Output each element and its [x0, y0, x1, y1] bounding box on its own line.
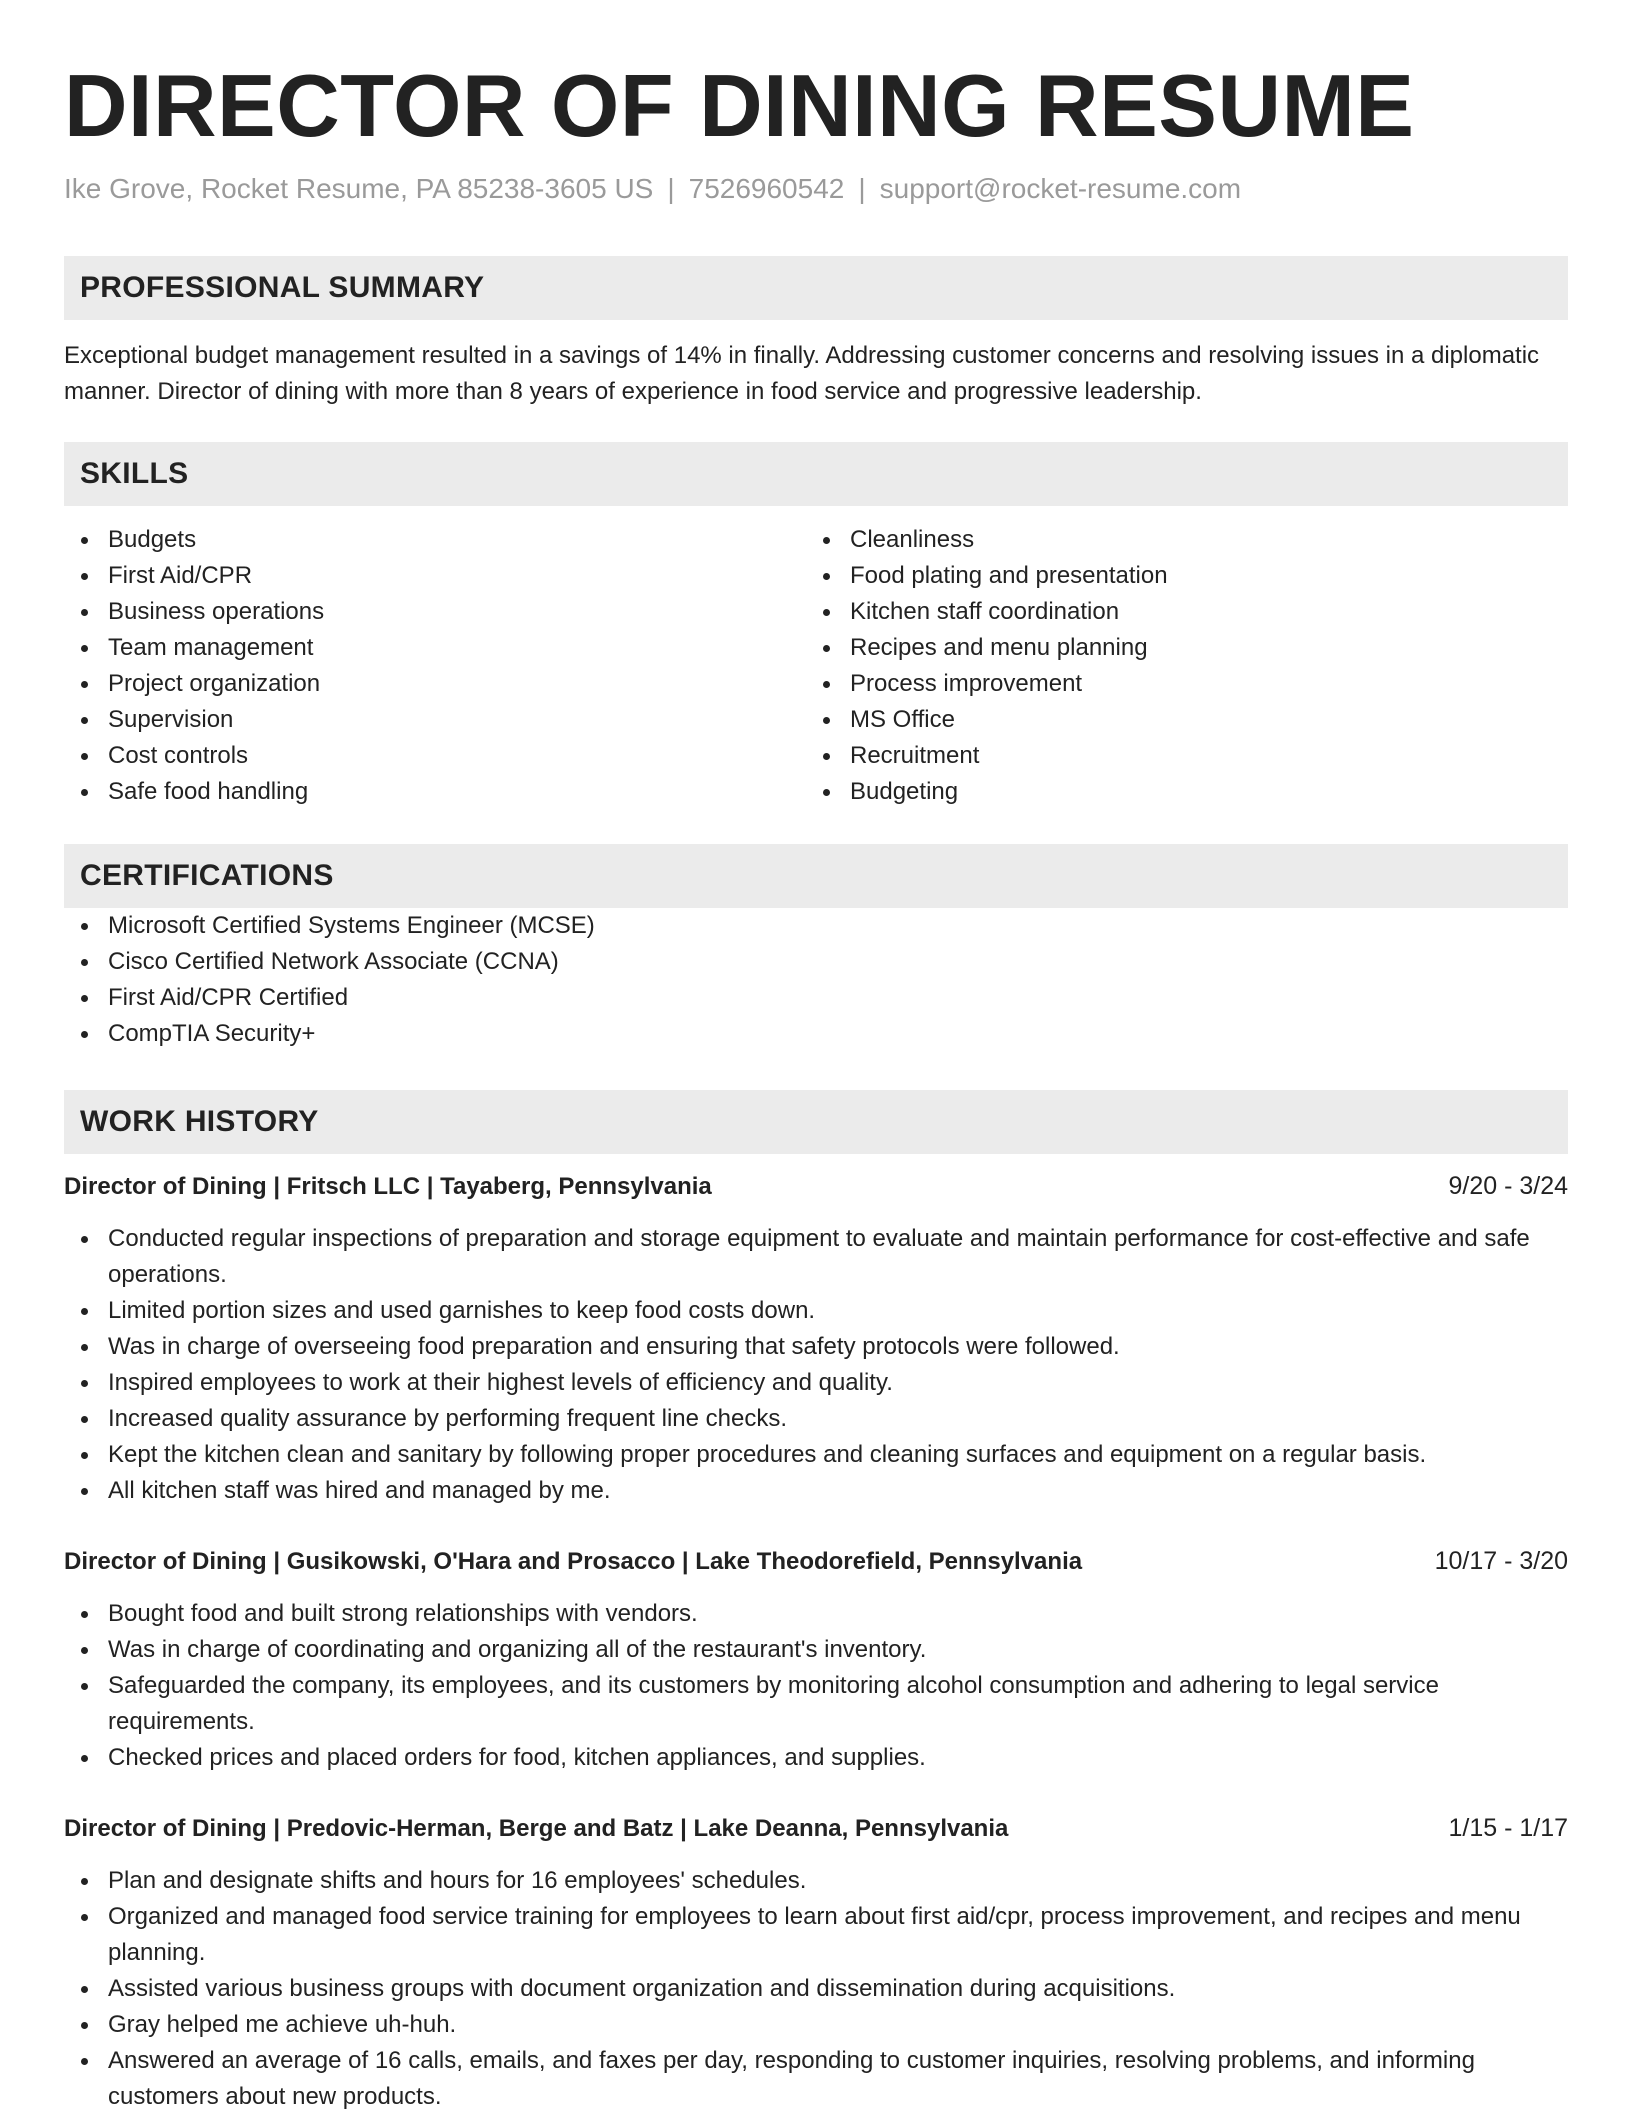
section-heading-skills: SKILLS [64, 442, 1568, 506]
certification-item: Microsoft Certified Systems Engineer (MCSE) [64, 908, 1568, 944]
job-entry [64, 1168, 1568, 1509]
skill-item: Recruitment [806, 738, 1548, 774]
skill-item: Business operations [64, 594, 806, 630]
contact-line [64, 172, 1568, 206]
job-bullet: Assisted various business groups with document organization and dissemination during acquisitions. [64, 1971, 1568, 2007]
certification-item: First Aid/CPR Certified [64, 980, 1568, 1016]
job-entry [64, 1810, 1568, 2112]
job-header [64, 1168, 1568, 1205]
skill-item: Food plating and presentation [806, 558, 1548, 594]
skill-item: Recipes and menu planning [806, 630, 1548, 666]
contact-separator: | [667, 173, 675, 204]
job-bullet: Gray helped me achieve uh-huh. [64, 2007, 1568, 2043]
page-title: DIRECTOR OF DINING RESUME [64, 56, 1415, 155]
skill-item: Team management [64, 630, 806, 666]
section-heading-work-history: WORK HISTORY [64, 1090, 1568, 1154]
job-bullet: Organized and managed food service training for employees to learn about first aid/cpr, process improvement, and recipes and menu planning. [64, 1899, 1568, 1971]
skills-grid [64, 522, 1568, 810]
job-header [64, 1543, 1568, 1580]
job-bullet: Safeguarded the company, its employees, and its customers by monitoring alcohol consumption and adhering to legal service requirements. [64, 1668, 1568, 1740]
skill-item: Budgets [64, 522, 806, 558]
job-bullet: Increased quality assurance by performing frequent line checks. [64, 1401, 1568, 1437]
contact-separator: | [858, 173, 866, 204]
skill-item: Process improvement [806, 666, 1548, 702]
skill-item: MS Office [806, 702, 1548, 738]
job-bullets [64, 1221, 1568, 1509]
job-bullet: Limited portion sizes and used garnishes to keep food costs down. [64, 1293, 1568, 1329]
job-bullet: Inspired employees to work at their highest levels of efficiency and quality. [64, 1365, 1568, 1401]
job-dates: 9/20 - 3/24 [1448, 1172, 1568, 1200]
contact-address: Ike Grove, Rocket Resume, PA 85238-3605 US [64, 173, 654, 204]
job-bullet: All kitchen staff was hired and managed by me. [64, 1473, 1568, 1509]
skill-item: Safe food handling [64, 774, 806, 810]
job-bullet: Was in charge of overseeing food preparation and ensuring that safety protocols were followed. [64, 1329, 1568, 1365]
skill-item: Kitchen staff coordination [806, 594, 1548, 630]
certifications-list [64, 908, 1568, 1052]
job-bullet: Kept the kitchen clean and sanitary by following proper procedures and cleaning surfaces and equipment on a regular basis. [64, 1437, 1568, 1473]
job-entry [64, 1543, 1568, 1776]
job-bullets [64, 1596, 1568, 1776]
job-bullet: Plan and designate shifts and hours for 16 employees' schedules. [64, 1863, 1568, 1899]
skill-item: Budgeting [806, 774, 1548, 810]
job-bullets [64, 1863, 1568, 2112]
contact-email: support@rocket-resume.com [879, 173, 1242, 204]
job-title: Director of Dining | Predovic-Herman, Berge and Batz | Lake Deanna, Pennsylvania [64, 1815, 1009, 1842]
job-header [64, 1810, 1568, 1847]
job-bullet: Answered an average of 16 calls, emails, and faxes per day, responding to customer inquiries, resolving problems, and informing customers about new products. [64, 2043, 1568, 2112]
summary-text: Exceptional budget management resulted in a savings of 14% in finally. Addressing customer concerns and resolving issues in a diplomatic manner. Director of dining with more than 8 years of experience in food service and progressive leadership. [64, 342, 1540, 405]
certification-item: CompTIA Security+ [64, 1016, 1568, 1052]
skills-right-list [806, 522, 1548, 810]
skill-item: First Aid/CPR [64, 558, 806, 594]
job-title: Director of Dining | Gusikowski, O'Hara and Prosacco | Lake Theodorefield, Pennsylvania [64, 1548, 1083, 1575]
skills-left-list [64, 522, 806, 810]
section-heading-summary: PROFESSIONAL SUMMARY [64, 256, 1568, 320]
skill-item: Cleanliness [806, 522, 1548, 558]
job-bullet: Conducted regular inspections of preparation and storage equipment to evaluate and maintain performance for cost-effective and safe operations. [64, 1221, 1568, 1293]
job-bullet: Was in charge of coordinating and organizing all of the restaurant's inventory. [64, 1632, 1568, 1668]
job-bullet: Bought food and built strong relationships with vendors. [64, 1596, 1568, 1632]
skill-item: Cost controls [64, 738, 806, 774]
skill-item: Supervision [64, 702, 806, 738]
job-dates: 1/15 - 1/17 [1448, 1814, 1568, 1842]
section-heading-certifications: CERTIFICATIONS [64, 844, 1568, 908]
job-title: Director of Dining | Fritsch LLC | Tayaberg, Pennsylvania [64, 1173, 712, 1200]
certification-item: Cisco Certified Network Associate (CCNA) [64, 944, 1568, 980]
contact-phone: 7526960542 [688, 173, 845, 204]
job-dates: 10/17 - 3/20 [1434, 1547, 1568, 1575]
skill-item: Project organization [64, 666, 806, 702]
job-bullet: Checked prices and placed orders for food, kitchen appliances, and supplies. [64, 1740, 1568, 1776]
